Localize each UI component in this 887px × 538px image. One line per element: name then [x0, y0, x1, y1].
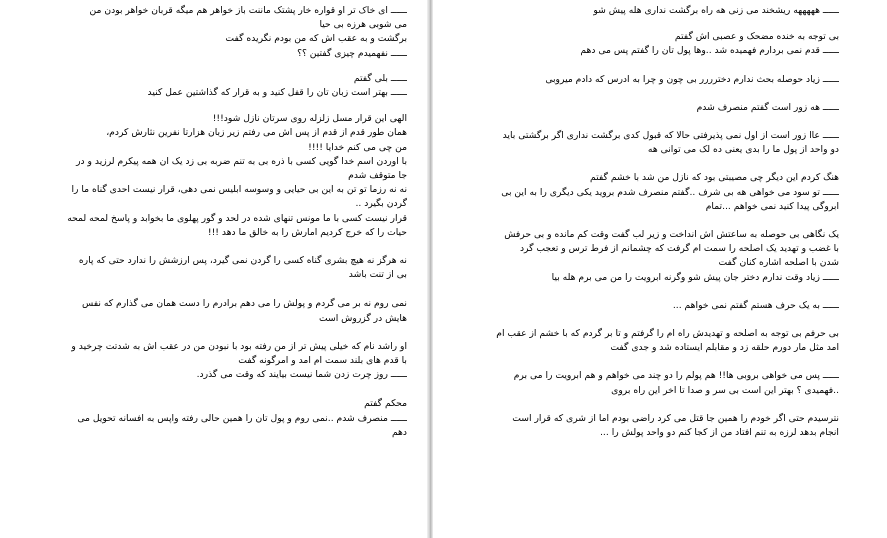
text-line: ــــــ بهتر است زبان تان را قفل کنید و به قرار که گذاشتین عمل کنید	[147, 87, 407, 99]
text-line: گردن بگیرد ..	[355, 198, 407, 210]
paragraph	[24, 254, 407, 282]
text-line: با اوردن اسم خدا گویی کسی با ذره بی به تنم ضربه بی زد یک ان همه پیکرم لرزید و در	[76, 155, 407, 167]
text-line: او راشد نام که خیلی پیش تر از من رفته بود با نبودن من در عقب اش به شدتت چرخید و	[71, 340, 407, 352]
right-page	[433, 0, 887, 538]
text-line: ..فهمیدی ؟ بهتر این است بی سر و صدا تا اخر این راه بروی	[611, 384, 839, 396]
text-line: ــــــ نفهمیدم چیزی گفتین ؟؟	[297, 47, 407, 59]
paragraph	[24, 4, 407, 61]
text-line: ــــــ روز چرت زدن شما نیست بیایند که وقت می گذرد.	[196, 369, 407, 381]
text-line: ــــــ بلی گفتم	[353, 72, 407, 84]
paragraph	[453, 101, 839, 115]
text-line: هایش در گزروش است	[318, 312, 407, 324]
paragraph	[453, 73, 839, 87]
text-line: همان طور قدم از قدم از پس اش می رفتم زیر زبان هزارتا نفرین نثارش کردم،	[106, 127, 407, 139]
paragraph	[453, 327, 839, 355]
text-line: امد مثل مار دورم حلقه زد و مقابلم ایستاده شد و جدی گفت	[610, 342, 839, 354]
text-line: نمی روم نه بر می گردم و پولش را می دهم برادرم را دست همان می گذارم که نفس	[81, 298, 407, 310]
text-line: ــــــ هه زور است گفتم منصرف شدم	[696, 101, 839, 113]
text-line: ــــــ هههههه ریشخند می زنی هه راه برگشت نداری هله پیش شو	[593, 5, 839, 16]
text-line: ــــــ به یک حرف هستم گفتم نمی خواهم ...	[672, 299, 839, 311]
text-line: ــــــ زیاد وقت ندارم دختر جان پیش شو وگرنه ابرویت را من می برم هله بیا	[551, 271, 839, 283]
text-line: نه هرگز نه هیچ بشری گناه کسی را گردن نمی گیرد، پس ارزشش را ندارد حتی که پاره	[78, 255, 407, 267]
paragraph	[453, 228, 839, 285]
text-line: من چی می کنم خدایا !!!!	[308, 141, 407, 153]
paragraph	[453, 4, 839, 18]
text-line: حیات را که خرج کردیم امارش را به خالق ما دهد !!!	[207, 226, 407, 238]
text-line: انجام بدهد لرزه به تنم افتاد من از کجا کنم دو واحد پولش را ...	[600, 427, 839, 439]
paragraph	[453, 299, 839, 313]
paragraph	[24, 340, 407, 383]
text-line: بی حرفم بی توجه به اصلحه و تهدیدش راه ام را گرفتم و تا بر گردم که با خشم از عقب ام	[496, 328, 839, 340]
paragraph	[453, 30, 839, 58]
text-line: با غضب و تهدید یک اصلحه را سمت ام گرفت که چشمانم از فرط ترس و تعجب گرد	[519, 243, 839, 255]
text-line: هنگ کردم این دیگر چی مصیبتی بود که نازل من شد با خشم گفتم	[590, 172, 839, 184]
paragraph	[24, 72, 407, 100]
text-line: می شوبی هرزه بی حیا	[319, 19, 407, 31]
text-line: یک نگاهی بی حوصله به ساعتش اش انداخت و زیر لب گفت وقت کم مانده و بی حرفش	[504, 229, 839, 241]
text-line: بی توجه به خنده مضحک و عصبی اش گفتم	[674, 31, 839, 43]
text-line: قرار نیست کسی با ما مونس تنهای شده در لحد و گور پهلوی ما بخوابد و پاسخ لمحه لمحه	[67, 212, 407, 224]
text-line: ابروگی پیدا کنید نمی خواهم ...تمام	[705, 200, 839, 212]
text-line: ــــــ عاا زور است از اول نمی پذیرفتی حالا که قبول کدی برگشت نداری اگر برگشتی باید	[502, 130, 839, 142]
paragraph	[453, 129, 839, 157]
paragraph	[453, 171, 839, 214]
paragraph	[453, 369, 839, 397]
text-line: ــــــ قدم نمی بردارم فهمیده شد ..وها پول تان را گفتم پس می دهم	[580, 45, 839, 57]
text-line: ــــــ تو سود می خواهی هه بی شرف ..گفتم منصرف شدم برويد یکی دیگری را به این بی	[501, 186, 839, 198]
text-line: ــــــ زیاد حوصله بحث ندارم دخترررر بی چون و چرا به ادرس که دادم میروبی	[545, 73, 839, 85]
text-line: ــــــ پس می خواهی بروبی ها!! هم پولم را دو چند می خواهم و هم ابرویت را می برم	[513, 370, 839, 382]
text-line: برگشت و به عقب اش که من بودم نگریده گفت	[225, 33, 407, 45]
left-page	[0, 0, 427, 538]
text-line: محکم گفتم	[364, 398, 407, 410]
text-line: دو واحد از پول ما را بدی یعنی ده لک می توانی هه	[647, 144, 839, 156]
text-line: دهم	[391, 426, 407, 438]
text-line: جا متوقف شدم	[348, 170, 407, 182]
paragraph	[24, 397, 407, 440]
text-line: شدن با اصلحه اشاره کنان گفت	[718, 257, 839, 269]
text-line: الهی این قرار مسل زلزله روی سرتان نازل شود!!!	[212, 113, 407, 125]
text-line: نه نه رزما تو تن به این بی حیایی و وسوسه ابلیس نمی دهی، قرار نیست احدی گناه ما را	[71, 184, 407, 196]
text-line: با قدم های بلند سمت ام امد و امرگونه گفت	[238, 355, 407, 367]
paragraph	[24, 112, 407, 240]
text-line: بی از تنت باشد	[348, 269, 407, 281]
text-line: ــــــ ای خاک تر او قواره خار پشتک ماننت باز خواهر هم میگه قربان خواهر بودن من	[89, 5, 407, 16]
paragraph	[453, 412, 839, 440]
text-line: نترسیدم حتی اگر خودم را همین جا قتل می کرد راضی بودم اما از شری که قرار است	[512, 412, 839, 424]
text-line: ــــــ منصرف شدم ..نمی روم و پول تان را همین حالی رفته واپس به افسانه تحویل می	[77, 412, 407, 424]
paragraph	[24, 297, 407, 325]
